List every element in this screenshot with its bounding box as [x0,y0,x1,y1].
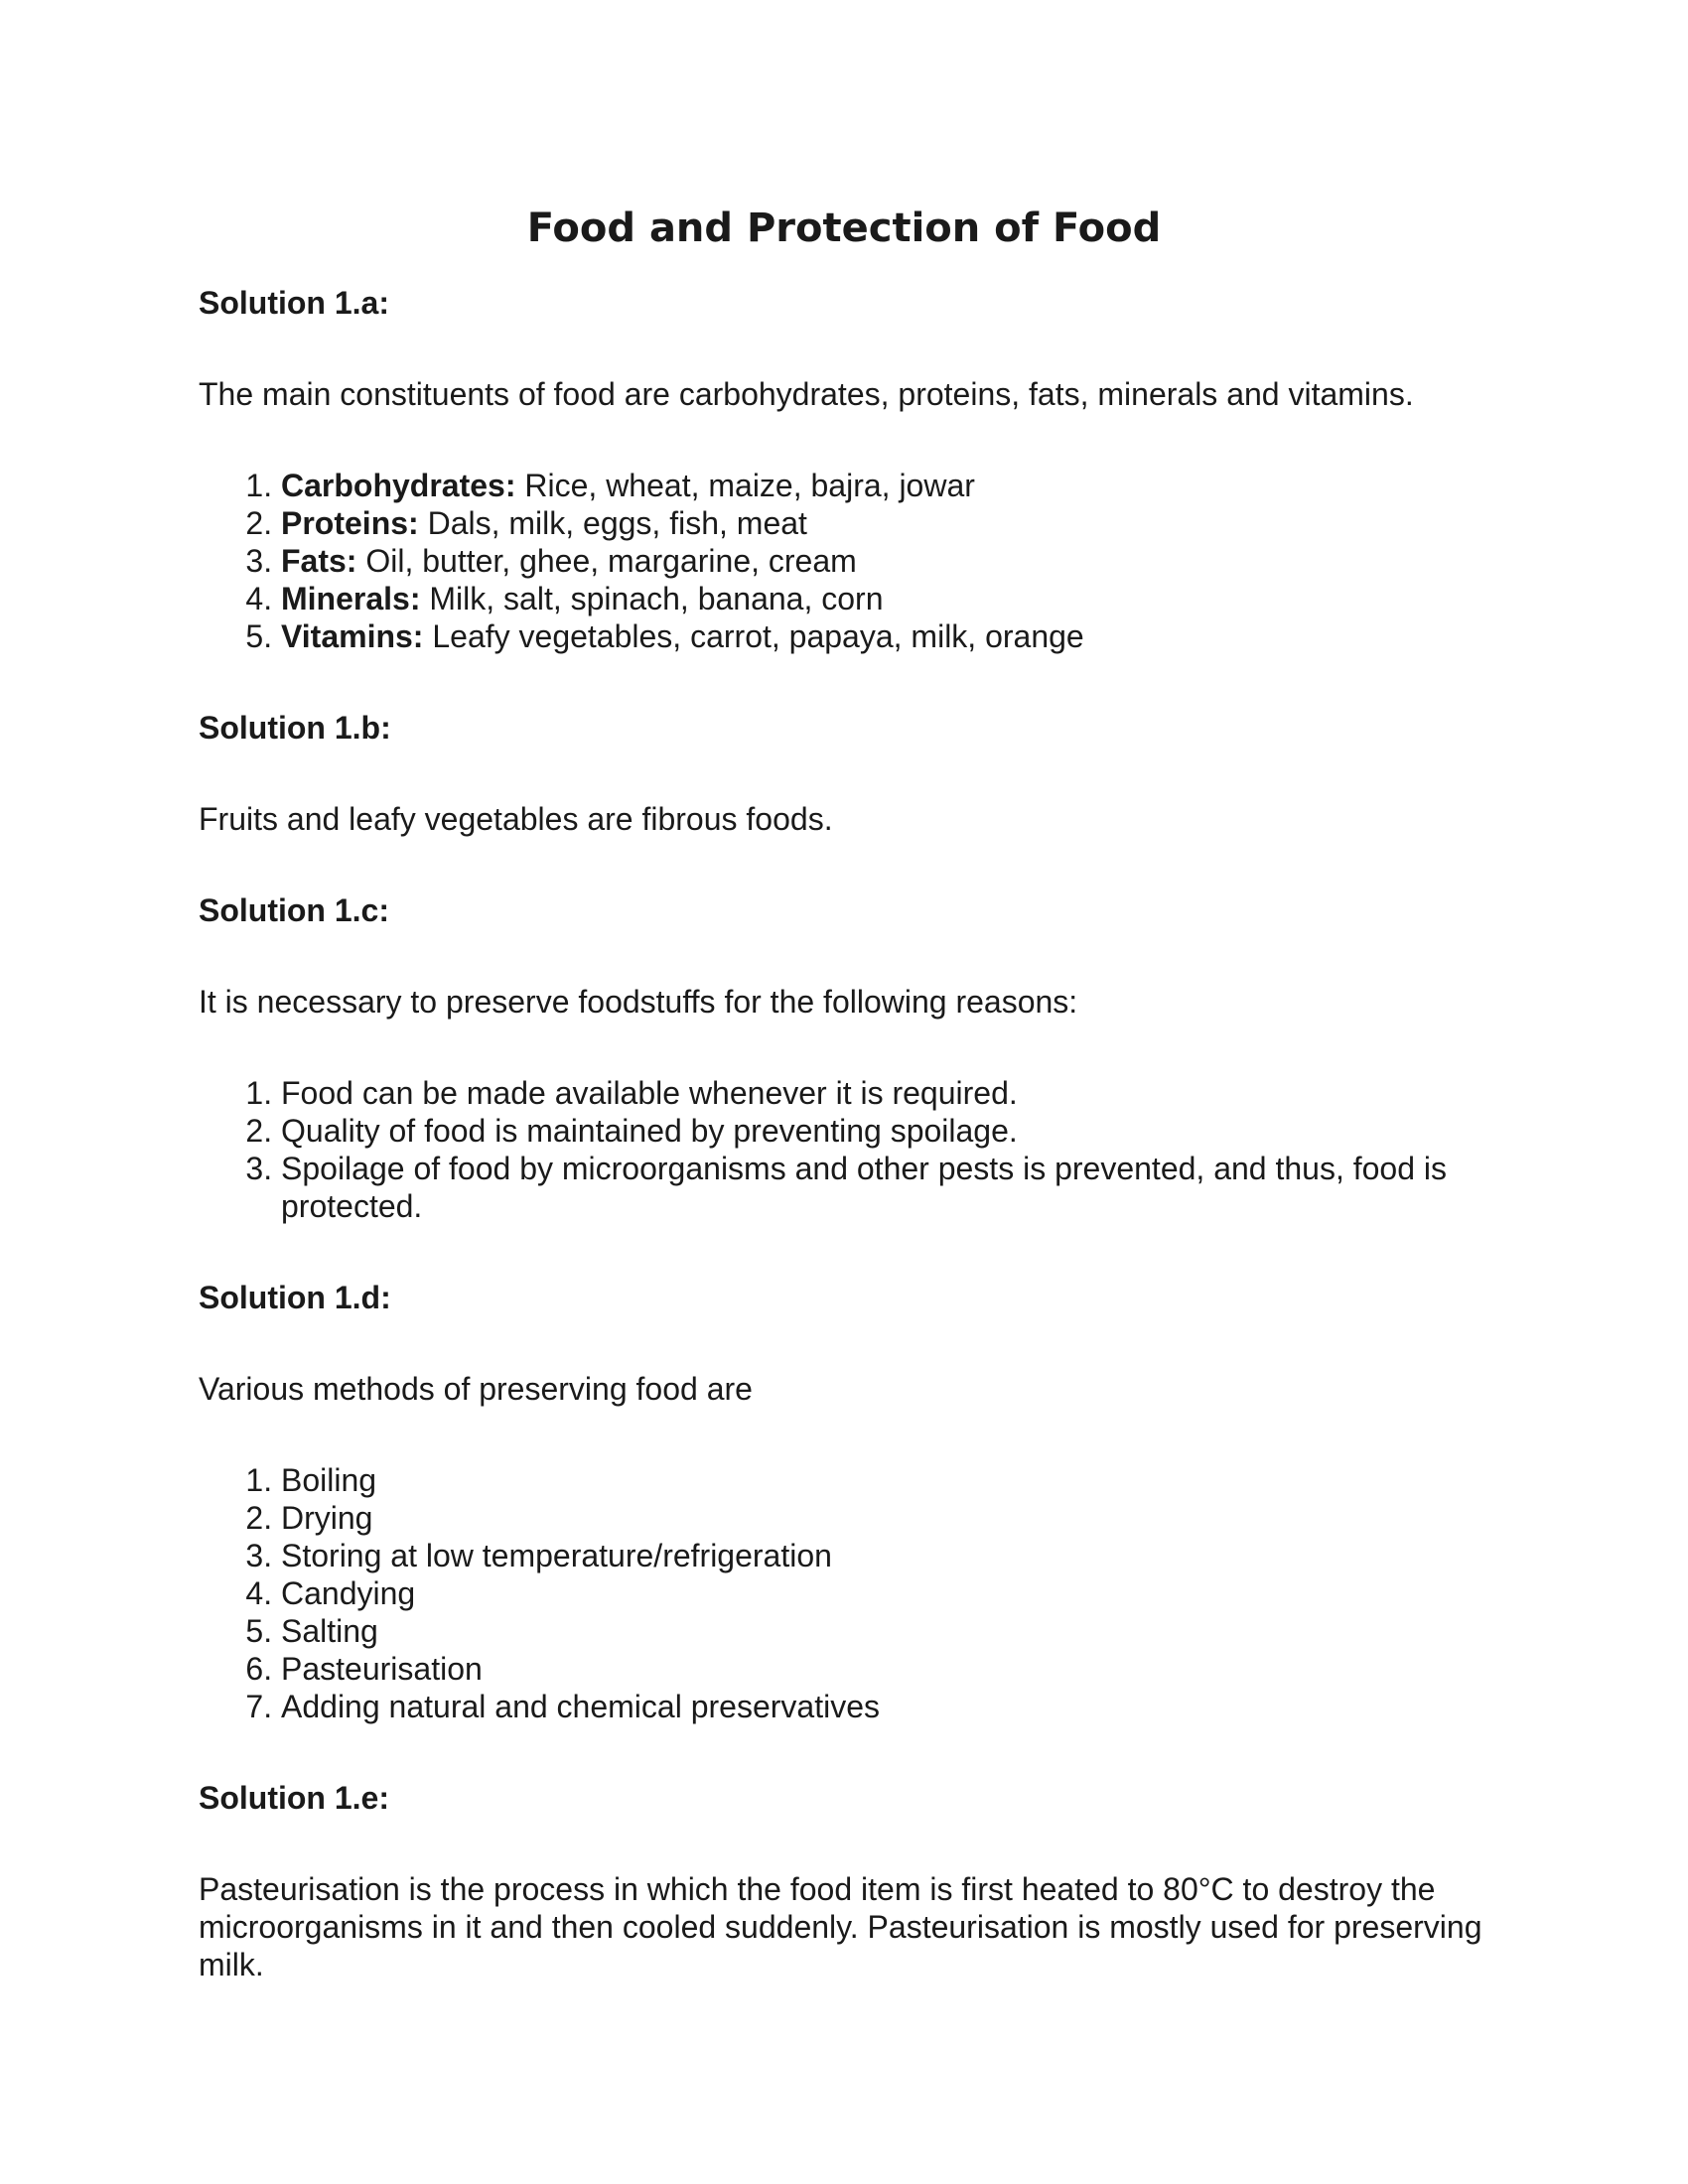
list-item: 5. Salting [281,1612,1519,1650]
list-item [281,580,1519,617]
section-heading-1c: Solution 1.c: [199,892,389,928]
list-item-term: Vitamins: [281,618,424,654]
section-intro-1a: The main constituents of food are carbohydrates, proteins, fats, minerals and vitamins. [199,376,1414,412]
section-heading-1b: Solution 1.b: [199,710,391,746]
list-item-text: Leafy vegetables, carrot, papaya, milk, orange [423,618,1084,654]
list-item: 1. Boiling [281,1461,1519,1499]
list-item-term: Minerals: [281,581,421,616]
section-heading-1a: Solution 1.a: [199,285,389,321]
section-intro-1b: Fruits and leafy vegetables are fibrous foods. [199,801,833,837]
list-item: 2. Drying [281,1499,1519,1537]
list-item: 3. Spoilage of food by microorganisms and other pests is prevented, and thus, food is protected. [281,1150,1519,1225]
list-item: 1. Food can be made available whenever it is required. [281,1074,1519,1112]
section-intro-1e: Pasteurisation is the process in which the food item is first heated to 80°C to destroy the microorganisms in it and then cooled suddenly. Pasteurisation is mostly used for preserving milk. [199,1871,1482,1982]
list-item-term: Fats: [281,543,357,579]
list-item-term: Proteins: [281,505,419,541]
list-item-term: Carbohydrates: [281,468,516,503]
list-item-text: Oil, butter, ghee, margarine, cream [356,543,857,579]
list-item: 4. Candying [281,1574,1519,1612]
list-item [281,504,1519,542]
list-item: 3. Storing at low temperature/refrigeration [281,1537,1519,1574]
list-item [281,542,1519,580]
constituents-list [199,467,1519,655]
section-intro-1d: Various methods of preserving food are [199,1371,753,1407]
page-title: Food and Protection of Food [526,205,1162,251]
list-item-text: Dals, milk, eggs, fish, meat [418,505,807,541]
document-body [199,284,1519,1983]
list-item-text: Milk, salt, spinach, banana, corn [420,581,884,616]
section-heading-1e: Solution 1.e: [199,1780,389,1816]
list-item: 7. Adding natural and chemical preservatives [281,1688,1519,1725]
list-item-text: Rice, wheat, maize, bajra, jowar [515,468,975,503]
section-heading-1d: Solution 1.d: [199,1280,391,1315]
methods-list [199,1461,1519,1725]
list-item: 2. Quality of food is maintained by preventing spoilage. [281,1112,1519,1150]
list-item [281,467,1519,504]
section-intro-1c: It is necessary to preserve foodstuffs for the following reasons: [199,984,1078,1020]
list-item [281,617,1519,655]
reasons-list [199,1074,1519,1225]
list-item: 6. Pasteurisation [281,1650,1519,1688]
